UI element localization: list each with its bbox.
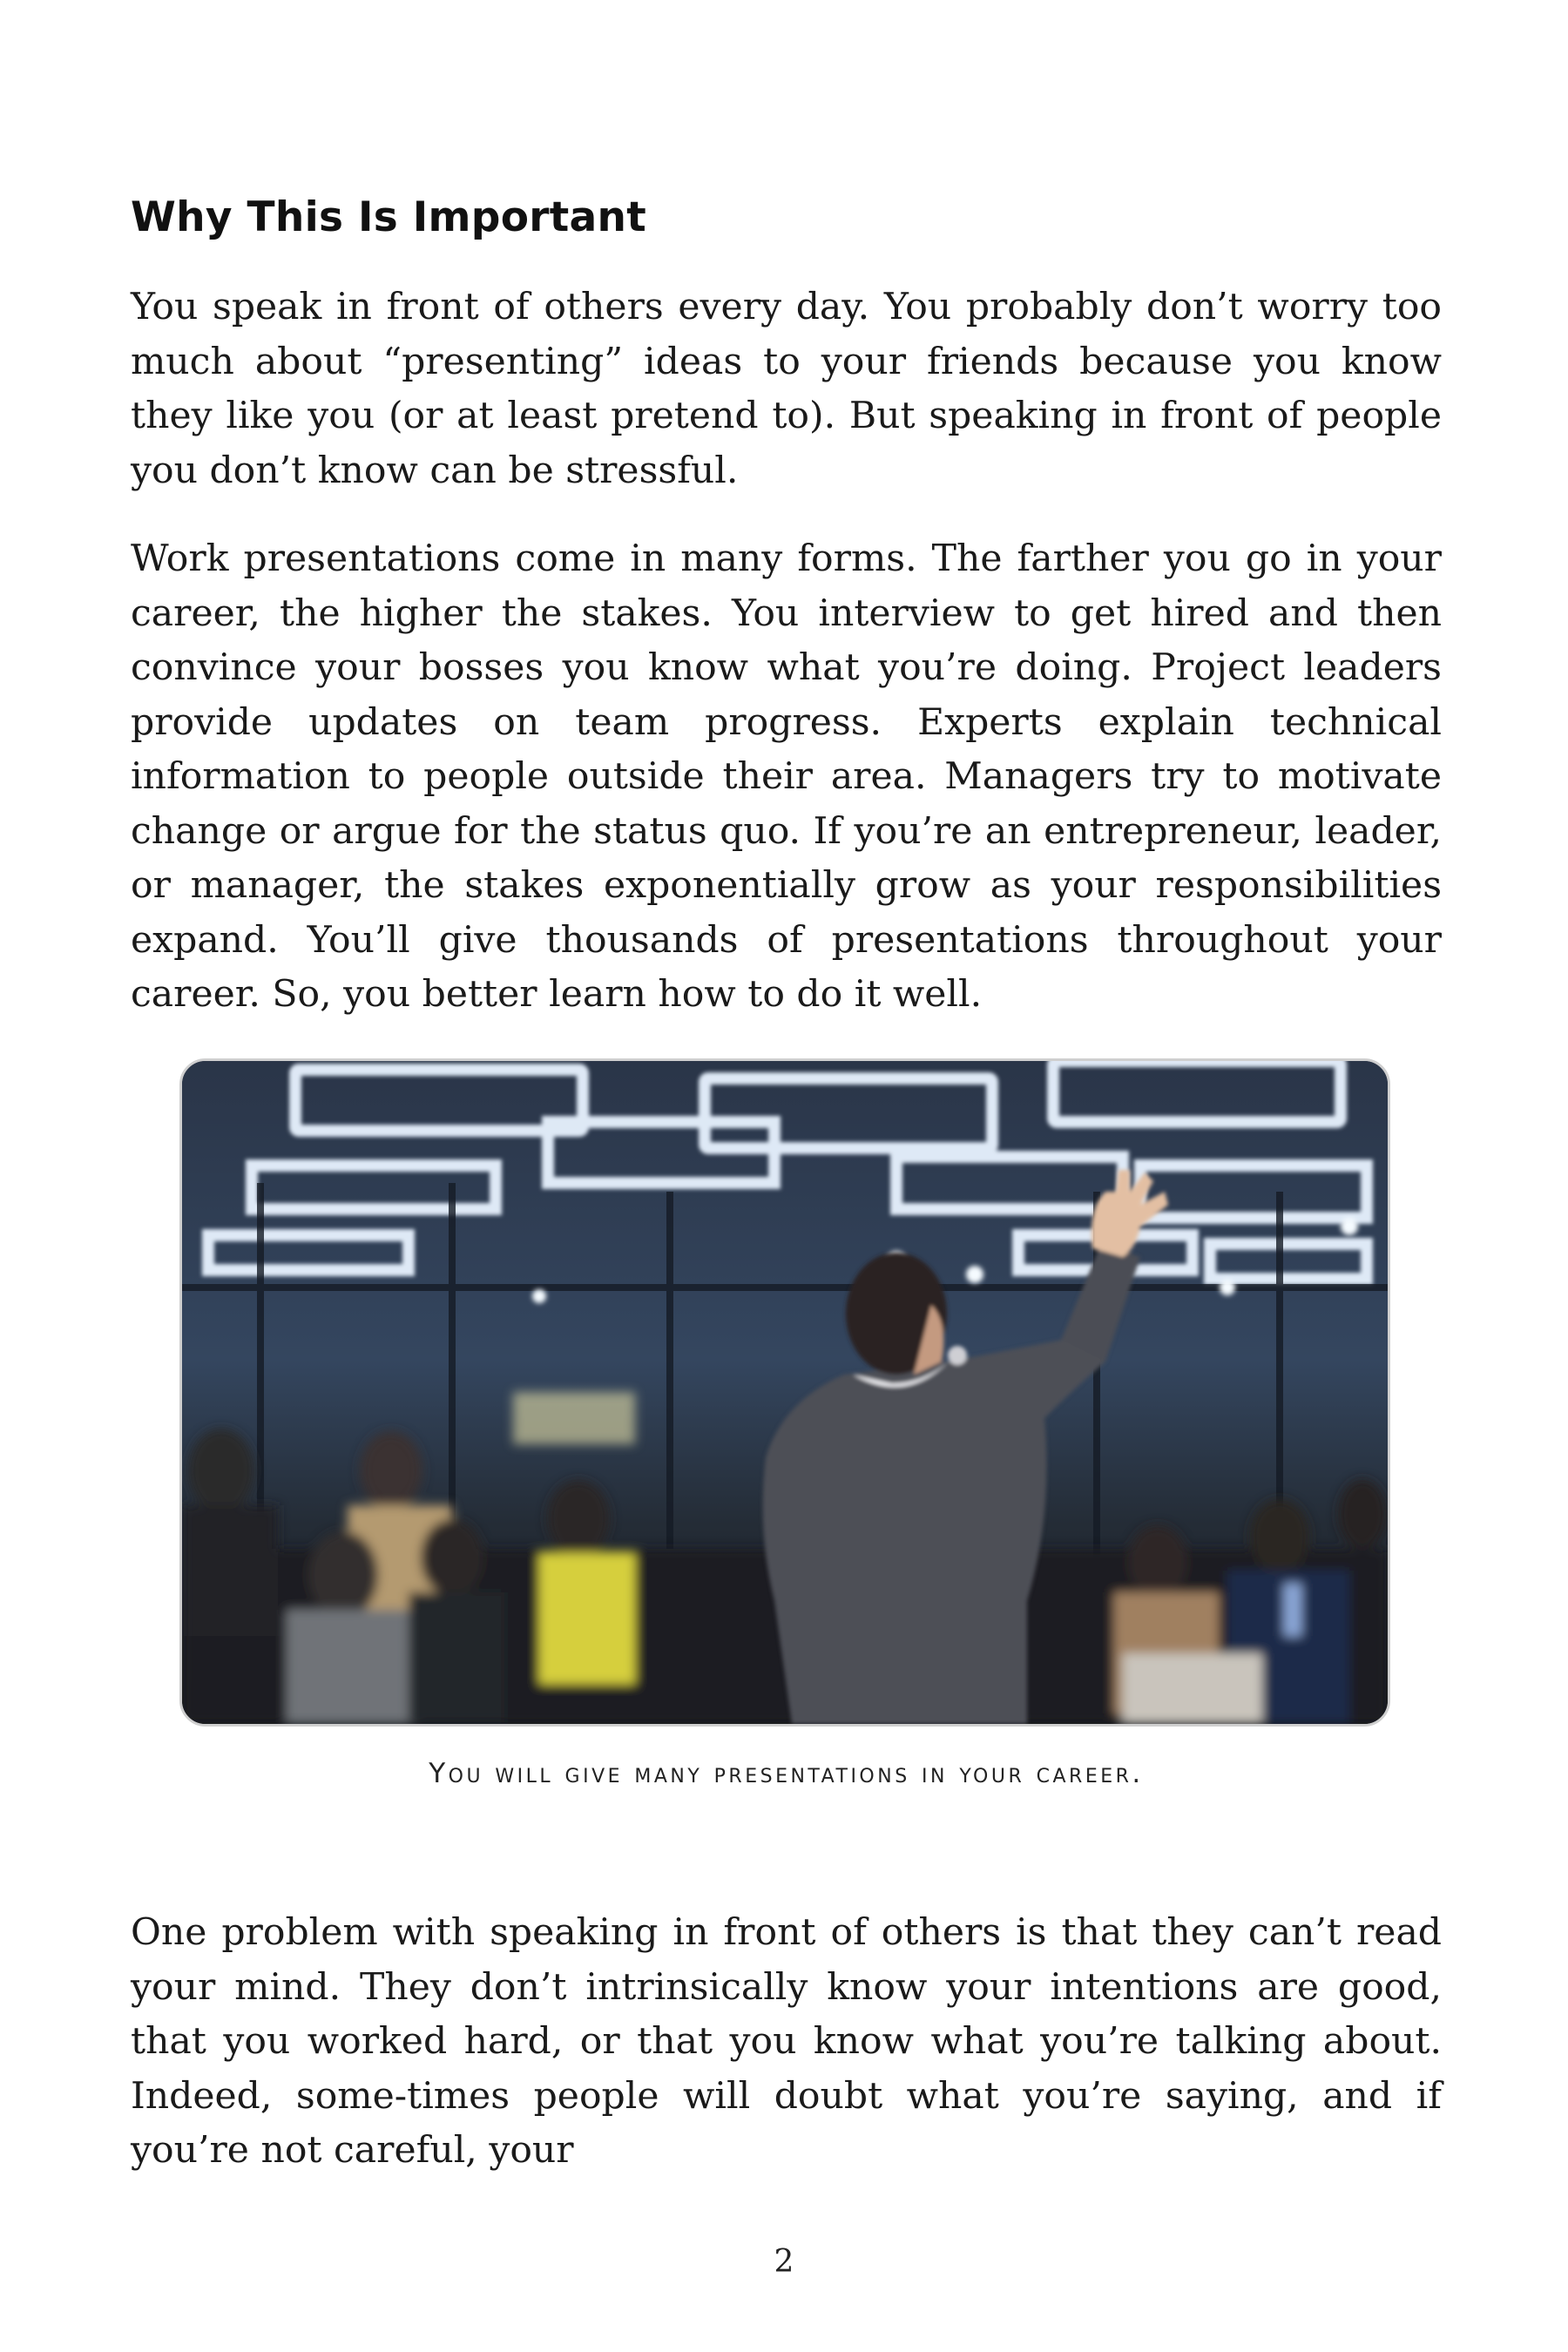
paragraph-1: You speak in front of others every day. You probably don’t worry too much about “presenting” ideas to your friends because you know they like you (or at least pretend to). But speaking in front of people you don’t know can be stressful. (131, 286, 1442, 492)
page-number: 2 (774, 2244, 794, 2280)
section-heading: Why This Is Important (131, 193, 647, 241)
paragraph-2: Work presentations come in many forms. The farther you go in your career, the higher the stakes. You interview to get hired and then convince your bosses you know what you’re doing. Project leaders provide updates on team progress. Experts explain technical information to people outside their area. Managers try to motivate change or argue for the status quo. If you’re an entrepreneur, leader, or manager, the stakes exponentially grow as your responsibilities expand. You’ll give thousands of presentations throughout your career. So, you better learn how to do it well. (131, 537, 1442, 1016)
figure-caption: You will give many presentations in your career. (429, 1758, 1144, 1789)
paragraph-3: One problem with speaking in front of others is that they can’t read your mind. They don’t intrinsically know your intentions are good, that you worked hard, or that you know what you’re talking about. Indeed, some-times people will doubt what you’re saying, and if you’re not careful, your (131, 1911, 1442, 2172)
presentation-photo (179, 1058, 1390, 1727)
